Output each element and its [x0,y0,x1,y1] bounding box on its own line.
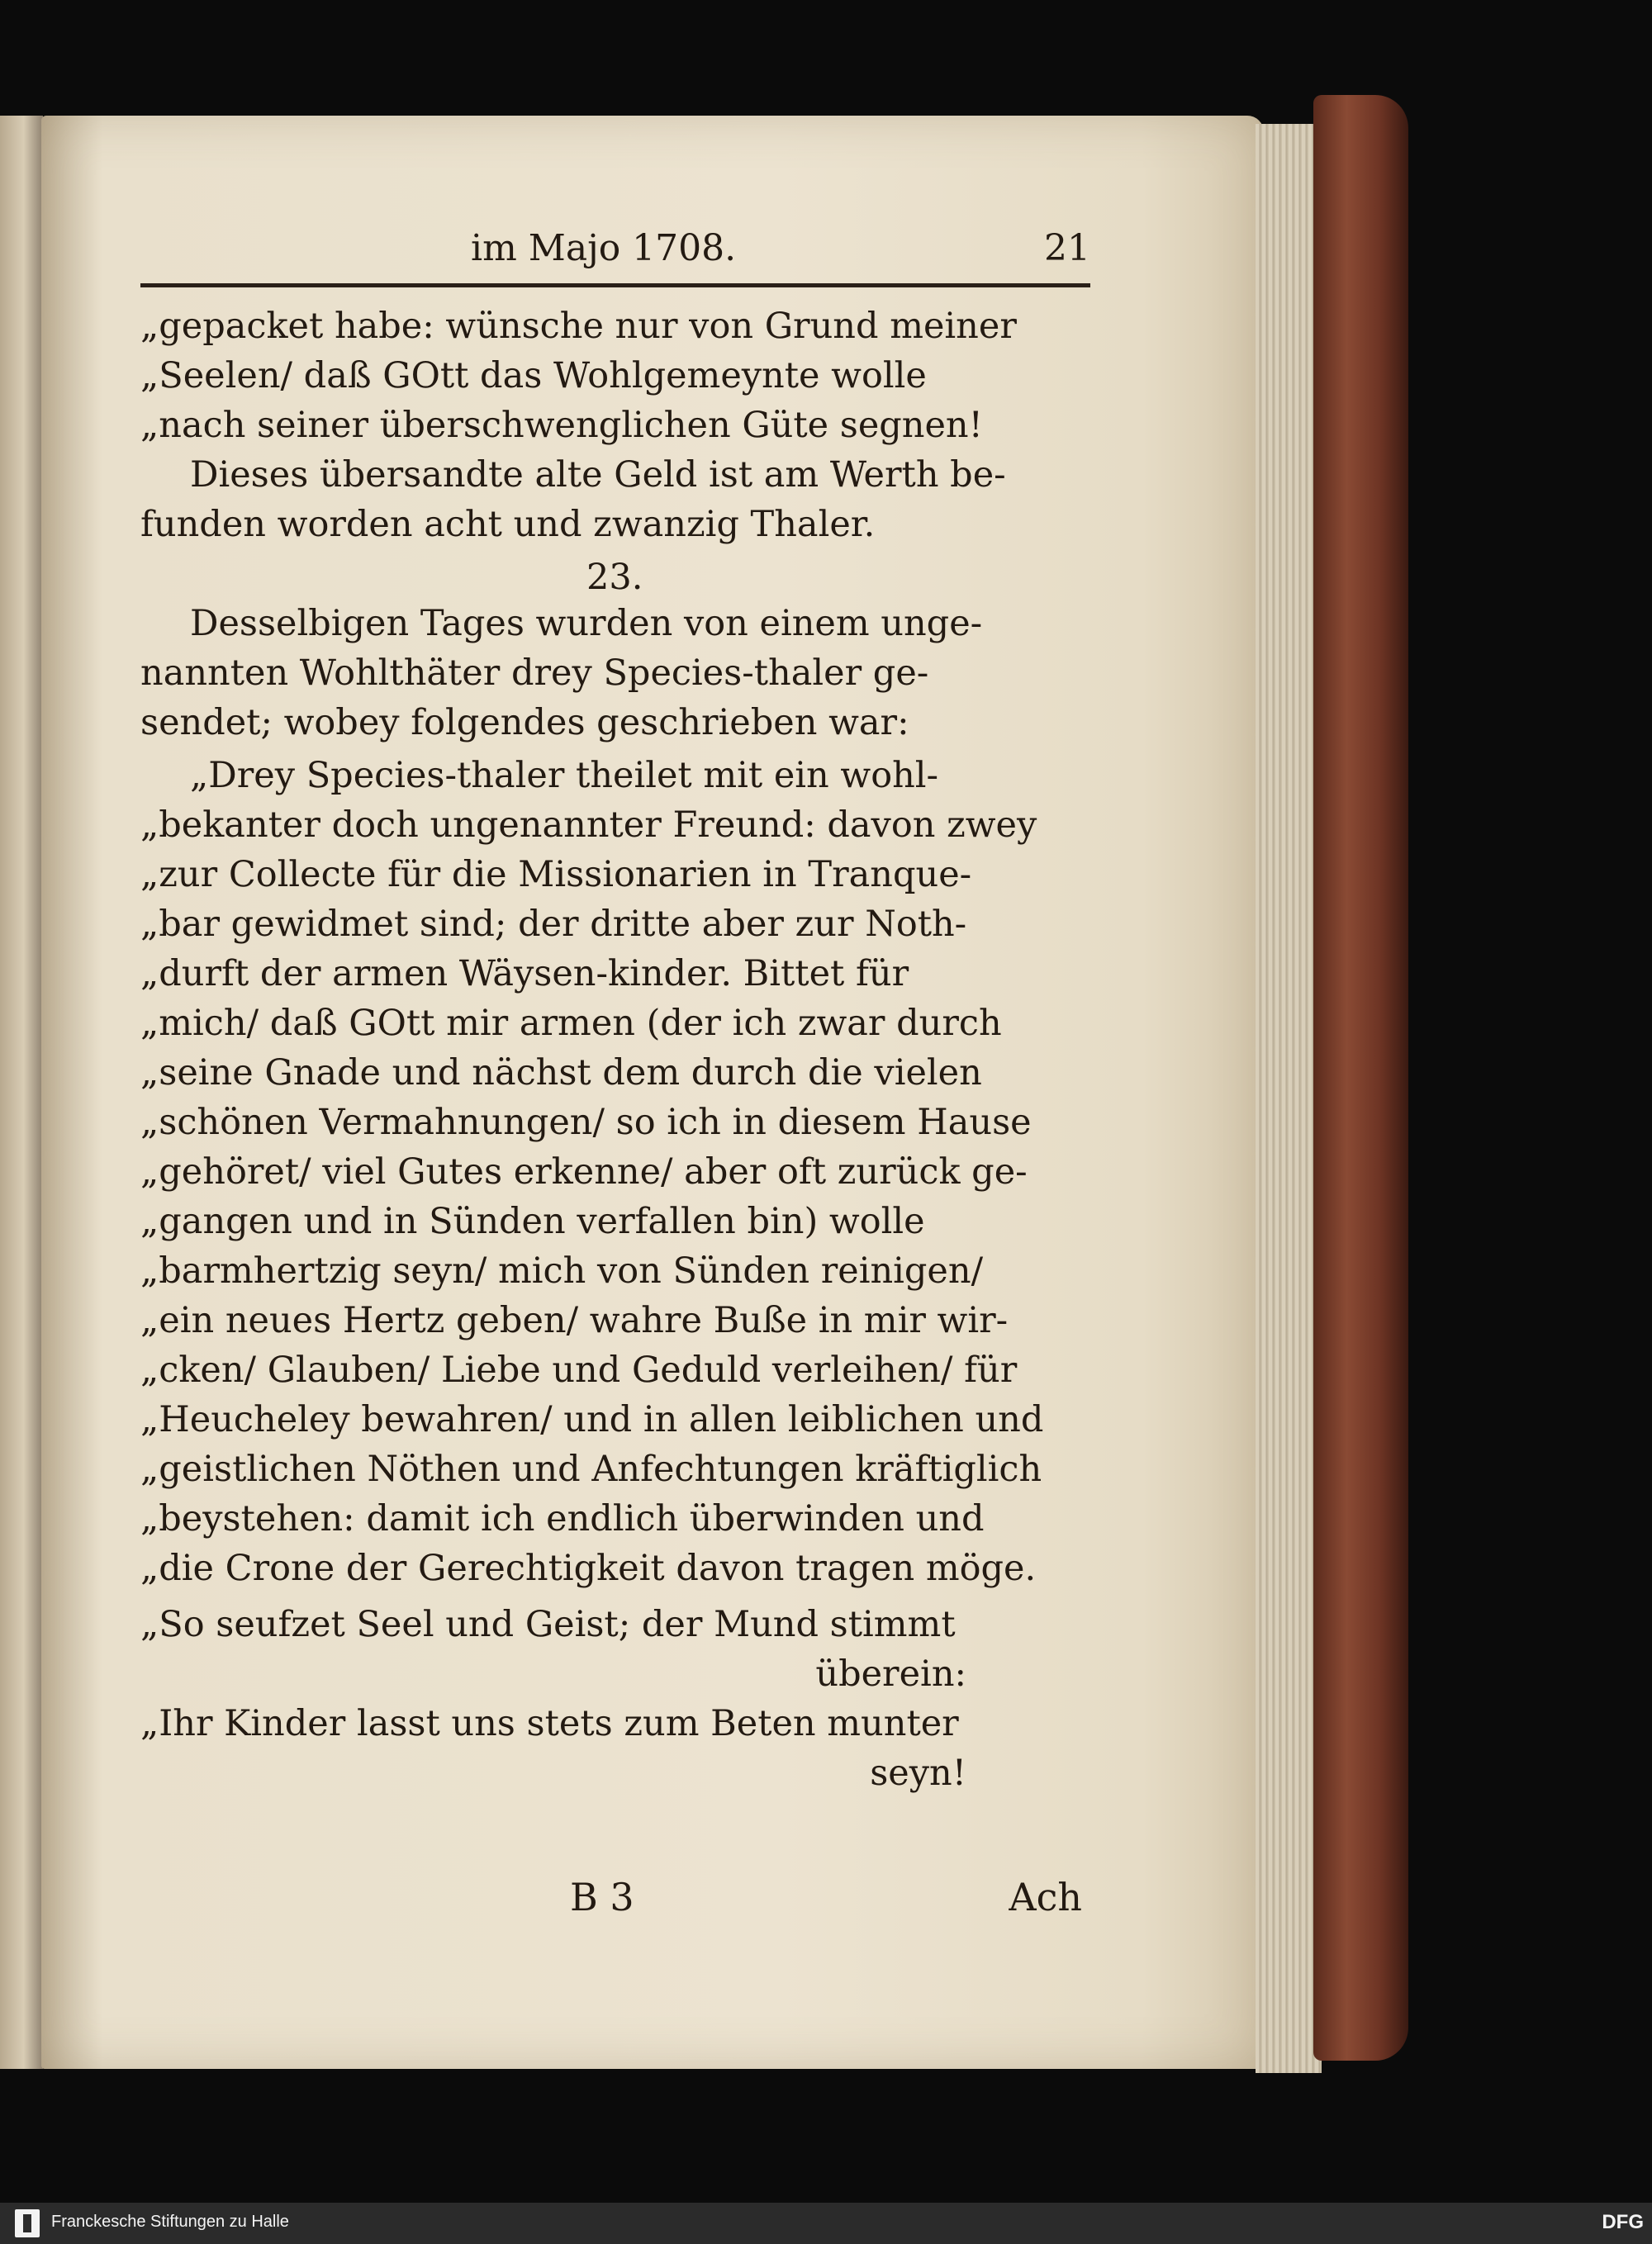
section-number: 23. [586,557,643,598]
text-line: sendet; wobey folgendes geschrieben war: [140,702,909,743]
verse-line-continued: überein: [815,1653,966,1695]
text-line: „durft der armen Wäysen-kinder. Bittet für [140,953,909,994]
verse-line: „Ihr Kinder lasst uns stets zum Beten munter [140,1703,959,1744]
institution-name: Franckesche Stiftungen zu Halle [51,2213,289,2231]
left-page-edge [0,116,43,2069]
text-line: Dieses übersandte alte Geld ist am Werth be- [190,454,1006,496]
text-line: „bar gewidmet sind; der dritte aber zur Noth- [140,904,967,945]
running-title: im Majo 1708. [471,227,737,269]
text-line: „gepacket habe: wünsche nur von Grund meiner [140,306,1017,347]
text-line: „nach seiner überschwenglichen Güte segnen! [140,405,983,446]
text-line: funden worden acht und zwanzig Thaler. [140,504,876,545]
text-line: „Seelen/ daß GOtt das Wohlgemeynte wolle [140,355,927,396]
dfg-logo: DFG [1602,2211,1644,2233]
text-line: nannten Wohlthäter drey Species-thaler ge- [140,652,929,694]
text-line: „zur Collecte für die Missionarien in Tranque- [140,854,972,895]
page-edges [1256,124,1322,2073]
book-cover-edge [1313,95,1408,2061]
text-line: „mich/ daß GOtt mir armen (der ich zwar durch [140,1003,1002,1044]
text-line: „gangen und in Sünden verfallen bin) wolle [140,1201,925,1242]
text-line: „geistlichen Nöthen und Anfechtungen kräftiglich [140,1449,1042,1490]
page-number: 21 [1044,227,1090,269]
page-footer-marks [140,1875,1082,1924]
page-header [140,215,1090,273]
text-line: „seine Gnade und nächst dem durch die vielen [140,1052,982,1094]
text-line: „gehöret/ viel Gutes erkenne/ aber oft zurück ge- [140,1151,1028,1193]
text-line: „Heucheley bewahren/ und in allen leiblichen und [140,1399,1044,1440]
header-rule [140,283,1090,287]
catchword: Ach [1009,1875,1082,1919]
text-line: „Drey Species-thaler theilet mit ein wohl- [190,755,939,796]
footer-bar [0,2203,1652,2244]
text-line: „cken/ Glauben/ Liebe und Geduld verleihen/ für [140,1350,1018,1391]
text-line: „schönen Vermahnungen/ so ich in diesem Hause [140,1102,1032,1143]
text-line: „die Crone der Gerechtigkeit davon tragen möge. [140,1548,1037,1589]
verse-line: „So seufzet Seel und Geist; der Mund stimmt [140,1604,956,1645]
signature-mark: B 3 [570,1875,634,1919]
institution-logo-icon [15,2209,40,2237]
verse-line-continued: seyn! [870,1753,966,1794]
text-line: Desselbigen Tages wurden von einem unge- [190,603,983,644]
text-line: „beystehen: damit ich endlich überwinden und [140,1498,985,1539]
text-line: „ein neues Hertz geben/ wahre Buße in mir wir- [140,1300,1009,1341]
text-line: „barmhertzig seyn/ mich von Sünden reinigen/ [140,1250,984,1292]
text-line: „bekanter doch ungenannter Freund: davon zwey [140,804,1037,846]
